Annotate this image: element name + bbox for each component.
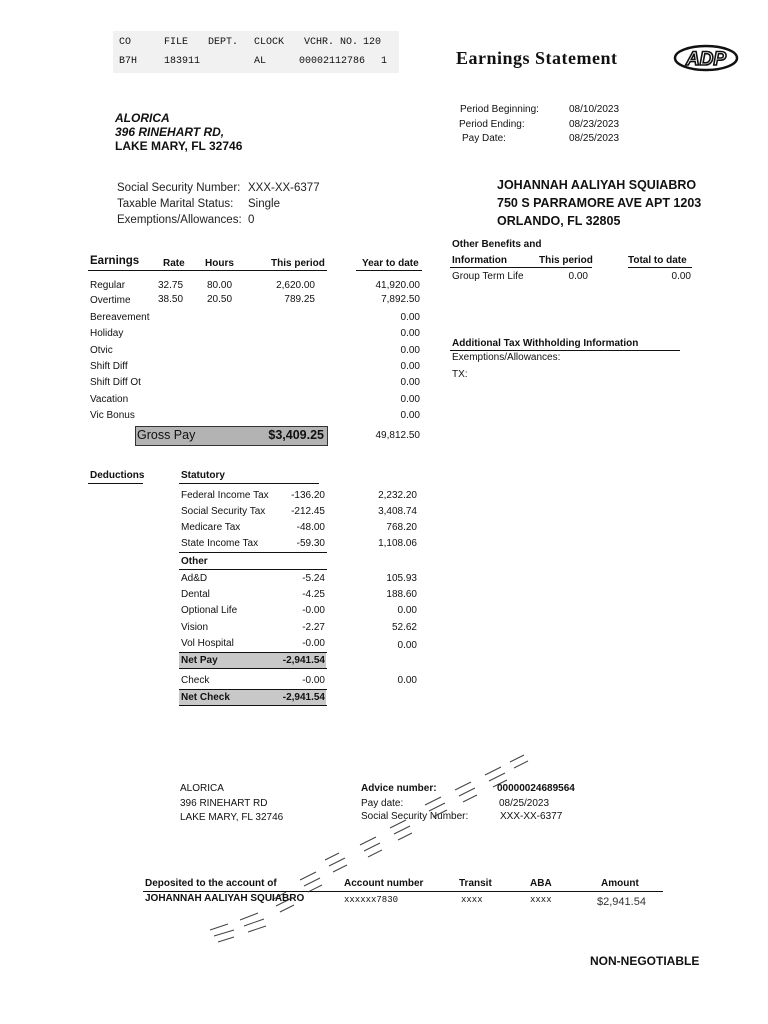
deductions-header-rule bbox=[88, 483, 143, 484]
header-value-vchr: 00002112786 bbox=[299, 56, 366, 67]
header-info-box bbox=[113, 31, 399, 73]
deduction-ytd: 188.60 bbox=[386, 589, 417, 600]
earnings-row-name: Bereavement bbox=[90, 312, 150, 323]
check-current: -0.00 bbox=[302, 675, 325, 686]
advice-company-address1: 396 RINEHART RD bbox=[180, 798, 268, 809]
deduction-current: -136.20 bbox=[291, 490, 325, 501]
ssn-label: Social Security Number: bbox=[117, 182, 241, 194]
deduction-ytd: 1,108.06 bbox=[378, 538, 417, 549]
earnings-row-ytd: 0.00 bbox=[400, 377, 420, 388]
gross-pay-label: Gross Pay bbox=[137, 428, 196, 442]
statement-title: Earnings Statement bbox=[456, 48, 618, 68]
earnings-row-name: Overtime bbox=[90, 295, 131, 306]
benefit-current: 0.00 bbox=[568, 271, 588, 282]
earnings-row-rate: 32.75 bbox=[158, 280, 184, 291]
pay-date-value: 08/25/2023 bbox=[569, 133, 620, 144]
header-label-120: 120 bbox=[363, 37, 382, 48]
earnings-row-ytd: 0.00 bbox=[400, 410, 420, 421]
earnings-row-ytd: 0.00 bbox=[400, 394, 420, 405]
net-pay-bottom-rule bbox=[179, 668, 327, 669]
earnings-row-ytd: 0.00 bbox=[400, 345, 420, 356]
deduction-name: Dental bbox=[181, 589, 210, 600]
non-negotiable-label: NON-NEGOTIABLE bbox=[590, 954, 700, 968]
additional-tax-title: Additional Tax Withholding Information bbox=[452, 338, 639, 349]
net-check-value: -2,941.54 bbox=[282, 692, 325, 703]
header-label-vchr: VCHR. NO. bbox=[304, 37, 359, 48]
hours-header: Hours bbox=[205, 258, 234, 269]
void-watermark-icon bbox=[200, 750, 540, 950]
marital-status-value: Single bbox=[248, 198, 280, 210]
employee-name: JOHANNAH AALIYAH SQUIABRO bbox=[497, 178, 697, 192]
earnings-row-hours: 20.50 bbox=[207, 294, 233, 305]
header-label-file: FILE bbox=[164, 37, 189, 48]
period-beginning-label: Period Beginning: bbox=[460, 104, 539, 115]
check-label: Check bbox=[181, 675, 210, 686]
period-ending-label: Period Ending: bbox=[459, 119, 525, 130]
deposit-label: Deposited to the account of bbox=[145, 878, 277, 889]
deduction-name: Optional Life bbox=[181, 605, 238, 616]
deduction-current: -59.30 bbox=[296, 538, 325, 549]
earnings-row-name: Holiday bbox=[90, 328, 124, 339]
exemptions-value: 0 bbox=[248, 214, 255, 226]
deduction-current: -212.45 bbox=[291, 506, 325, 517]
deposit-aba: xxxx bbox=[530, 895, 552, 905]
deductions-header: Deductions bbox=[90, 470, 145, 481]
deposit-transit: xxxx bbox=[461, 895, 483, 905]
net-check-label: Net Check bbox=[181, 692, 230, 703]
earnings-row-name: Vacation bbox=[90, 394, 129, 405]
earnings-row-ytd: 0.00 bbox=[400, 361, 420, 372]
earnings-row-hours: 80.00 bbox=[207, 280, 233, 291]
company-address bbox=[115, 111, 242, 153]
header-value-clock: AL bbox=[254, 56, 267, 67]
advice-company-address2: LAKE MARY, FL 32746 bbox=[180, 812, 284, 823]
advice-number-label: Advice number: bbox=[361, 783, 437, 794]
advice-pay-date-value: 08/25/2023 bbox=[499, 798, 550, 809]
exemptions-label: Exemptions/Allowances: bbox=[117, 214, 242, 226]
deduction-ytd: 3,408.74 bbox=[378, 506, 417, 517]
deduction-current: -5.24 bbox=[302, 573, 325, 584]
deduction-current: -0.00 bbox=[302, 638, 325, 649]
benefits-title-line2: Information bbox=[452, 255, 507, 266]
gross-pay-ytd: 49,812.50 bbox=[375, 430, 420, 441]
company-address-line1: 396 RINEHART RD, bbox=[115, 125, 225, 139]
earnings-row-name: Regular bbox=[90, 280, 126, 291]
deduction-ytd: 105.93 bbox=[386, 573, 417, 584]
deduction-current: -2.27 bbox=[302, 622, 325, 633]
employee-address-line1: 750 S PARRAMORE AVE APT 1203 bbox=[497, 196, 702, 210]
earnings-row-ytd: 7,892.50 bbox=[381, 294, 420, 305]
benefits-title-line1: Other Benefits and bbox=[452, 239, 542, 250]
additional-tax-tx: TX: bbox=[452, 369, 468, 380]
header-value-co: B7H bbox=[119, 56, 138, 67]
deduction-ytd: 52.62 bbox=[391, 622, 417, 633]
deduction-name: State Income Tax bbox=[181, 538, 259, 549]
account-number-header: Account number bbox=[344, 878, 424, 889]
period-ending-value: 08/23/2023 bbox=[569, 119, 620, 130]
company-name: ALORICA bbox=[115, 111, 170, 125]
net-pay-label: Net Pay bbox=[181, 655, 218, 666]
additional-tax-exemptions: Exemptions/Allowances: bbox=[452, 352, 561, 363]
net-check-bottom-rule bbox=[179, 705, 327, 706]
advice-pay-date-label: Pay date: bbox=[361, 798, 404, 809]
benefits-total-rule bbox=[628, 267, 692, 268]
advice-company-name: ALORICA bbox=[180, 783, 224, 794]
header-label-co: CO bbox=[119, 37, 132, 48]
earnings-header-rule bbox=[88, 270, 327, 271]
deposit-account-name: JOHANNAH AALIYAH SQUIABRO bbox=[145, 893, 305, 904]
amount-header: Amount bbox=[601, 878, 639, 889]
earnings-row-ytd: 0.00 bbox=[400, 328, 420, 339]
deduction-name: Medicare Tax bbox=[181, 522, 241, 533]
earnings-row-name: Vic Bonus bbox=[90, 410, 135, 421]
ytd-header-rule bbox=[356, 270, 422, 271]
header-label-dept: DEPT. bbox=[208, 37, 239, 48]
benefits-this-period-header: This period bbox=[539, 255, 593, 266]
deduction-name: Ad&D bbox=[181, 573, 208, 584]
earnings-row-ytd: 41,920.00 bbox=[375, 280, 420, 291]
deduction-ytd: 0.00 bbox=[397, 605, 417, 616]
adp-logo-text: ADP bbox=[685, 49, 727, 70]
company-address-line2: LAKE MARY, FL 32746 bbox=[115, 139, 243, 153]
net-pay-value: -2,941.54 bbox=[282, 655, 325, 666]
other-header: Other bbox=[181, 556, 208, 567]
additional-tax-rule bbox=[450, 350, 680, 351]
deposit-amount: $2,941.54 bbox=[597, 896, 646, 908]
advice-ssn-value: XXX-XX-6377 bbox=[500, 811, 563, 822]
benefit-total: 0.00 bbox=[671, 271, 691, 282]
deduction-name: Social Security Tax bbox=[181, 506, 266, 517]
gross-pay-current: $3,409.25 bbox=[268, 428, 324, 442]
benefits-total-header: Total to date bbox=[628, 255, 687, 266]
header-value-file: 183911 bbox=[164, 56, 201, 67]
deduction-current: -48.00 bbox=[296, 522, 325, 533]
statutory-header: Statutory bbox=[181, 470, 225, 481]
period-beginning-value: 08/10/2023 bbox=[569, 104, 620, 115]
earnings-row-name: Shift Diff bbox=[90, 361, 128, 372]
this-period-header: This period bbox=[271, 258, 325, 269]
marital-status-label: Taxable Marital Status: bbox=[117, 198, 234, 210]
earnings-row-rate: 38.50 bbox=[158, 294, 184, 305]
pay-date-label: Pay Date: bbox=[462, 133, 506, 144]
deduction-name: Vol Hospital bbox=[181, 638, 234, 649]
deposit-account-number: xxxxxx7830 bbox=[344, 895, 399, 905]
earnings-header: Earnings bbox=[90, 255, 140, 267]
earnings-row-current: 789.25 bbox=[284, 294, 315, 305]
header-label-clock: CLOCK bbox=[254, 37, 285, 48]
benefit-name: Group Term Life bbox=[452, 271, 524, 282]
header-value-count: 1 bbox=[381, 56, 388, 67]
benefits-header-rule bbox=[450, 267, 592, 268]
deduction-ytd: 768.20 bbox=[386, 522, 417, 533]
advice-ssn-label: Social Security Number: bbox=[361, 811, 469, 822]
employee-address-line2: ORLANDO, FL 32805 bbox=[497, 214, 621, 228]
statutory-header-rule bbox=[179, 483, 319, 484]
adp-logo-icon bbox=[673, 44, 739, 72]
statutory-rule bbox=[179, 552, 327, 553]
employee-address bbox=[497, 176, 701, 230]
ssn-value: XXX-XX-6377 bbox=[248, 182, 320, 194]
rate-header: Rate bbox=[163, 258, 185, 269]
earnings-row-current: 2,620.00 bbox=[276, 280, 315, 291]
transit-header: Transit bbox=[459, 878, 492, 889]
earnings-row-ytd: 0.00 bbox=[400, 312, 420, 323]
deduction-current: -4.25 bbox=[302, 589, 325, 600]
deduction-ytd: 0.00 bbox=[397, 640, 417, 651]
check-ytd: 0.00 bbox=[397, 675, 417, 686]
advice-number-value: 00000024689564 bbox=[497, 783, 575, 794]
deduction-current: -0.00 bbox=[302, 605, 325, 616]
deduction-name: Vision bbox=[181, 622, 209, 633]
earnings-row-name: Shift Diff Ot bbox=[90, 377, 141, 388]
earnings-row-name: Otvic bbox=[90, 345, 113, 356]
other-header-rule bbox=[179, 569, 327, 570]
ytd-header: Year to date bbox=[362, 258, 419, 269]
aba-header: ABA bbox=[530, 878, 552, 889]
deduction-name: Federal Income Tax bbox=[181, 490, 269, 501]
deduction-ytd: 2,232.20 bbox=[378, 490, 417, 501]
